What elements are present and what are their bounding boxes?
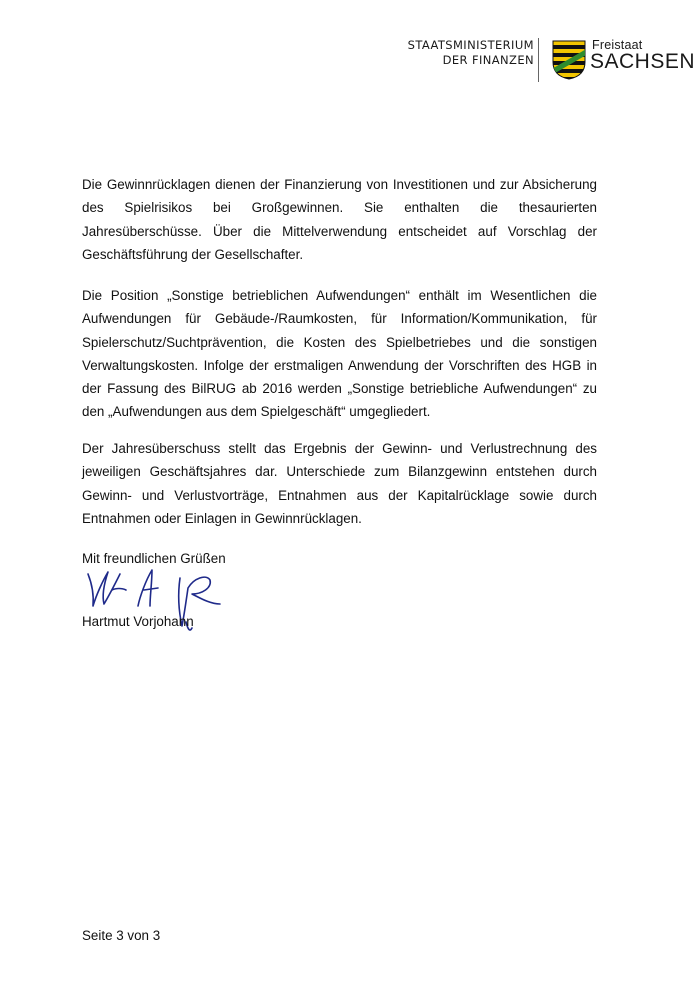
state-prefix: Freistaat (592, 38, 643, 52)
closing-greeting: Mit freundlichen Grüßen (82, 551, 226, 566)
saxony-coat-of-arms-icon (552, 40, 586, 80)
signer-name: Hartmut Vorjohann (82, 614, 194, 629)
state-name: SACHSEN (590, 50, 696, 73)
paragraph-reserves: Die Gewinnrücklagen dienen der Finanzierung von Investitionen und zur Absicherung des Spielrisikos bei Großgewinnen. Sie enthalten die thesaurierten Jahresüberschüsse. Über die Mittelverwendung entscheidet auf Vorschlag der Geschäftsführung der Gesellschafter. (82, 177, 597, 262)
ministry-line-2: DER FINANZEN (442, 53, 534, 67)
paragraph-net-income: Der Jahresüberschuss stellt das Ergebnis der Gewinn- und Verlustrechnung des jeweiligen Geschäftsjahres dar. Unterschiede zum Bilanzgewinn entstehen durch Gewinn- und Verlustvorträge, Entnahmen aus der Kapitalrücklage sowie durch Entnahmen oder Einlagen in Gewinnrücklagen. (82, 441, 597, 526)
ministry-name (408, 38, 534, 68)
letterhead-divider (538, 38, 539, 82)
letterhead (0, 38, 700, 84)
ministry-line-1: STAATSMINISTERIUM (407, 38, 534, 52)
page-number: Seite 3 von 3 (82, 928, 161, 943)
paragraph-expenses: Die Position „Sonstige betrieblichen Aufwendungen“ enthält im Wesentlichen die Aufwendungen für Gebäude-/Raumkosten, für Information/Kommunikation, für Spielerschutz/Suchtprävention, die Kosten des Spielbetriebes und die sonstigen Verwaltungskosten. Infolge der erstmaligen Anwendung der Vorschriften des HGB in der Fassung des BilRUG ab 2016 werden „Sonstige betriebliche Aufwendungen“ zu den „Aufwendungen aus dem Spielgeschäft“ umgegliedert. (82, 288, 597, 420)
